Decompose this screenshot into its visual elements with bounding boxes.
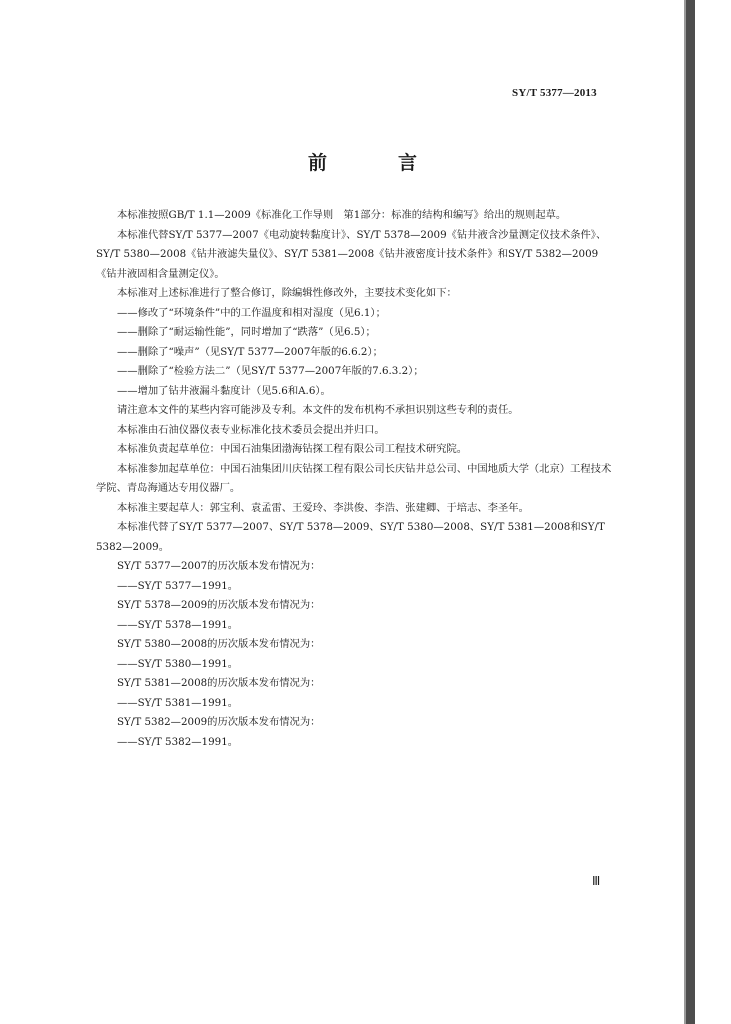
change-item: ——增加了钻井液漏斗黏度计（见5.6和A.6）。 bbox=[117, 384, 331, 397]
paragraph-drafting-rules: 本标准按照GB/T 1.1—2009《标准化工作导则 第1部分：标准的结构和编写》给出的规则起草。 bbox=[117, 209, 567, 221]
history-heading: SY/T 5377—2007的历次版本发布情况为： bbox=[117, 560, 321, 572]
paragraph-proposer: 本标准由石油仪器仪表专业标准化技术委员会提出并归口。 bbox=[117, 423, 385, 436]
standard-code: SY/T 5377—2013 bbox=[512, 87, 597, 99]
paragraph-participants: 本标准参加起草单位：中国石油集团川庆钻探工程有限公司长庆钻井总公司、中国地质大学（北京）工程技术学院、青岛海通达专用仪器厂。 bbox=[96, 462, 612, 494]
paragraph-superseded: 本标准代替了SY/T 5377—2007、SY/T 5378—2009、SY/T 5380—2008、SY/T 5381—2008和SY/T 5382—2009。 bbox=[96, 521, 605, 553]
change-item: ——删除了“噪声”（见SY/T 5377—2007年版的6.6.2）； bbox=[117, 345, 383, 358]
paragraph-patent-notice: 请注意本文件的某些内容可能涉及专利。本文件的发布机构不承担识别这些专利的责任。 bbox=[117, 404, 519, 416]
change-item: ——修改了“环境条件”中的工作温度和相对湿度（见6.1）； bbox=[117, 306, 386, 319]
page-title: 前 言 bbox=[307, 152, 443, 174]
history-item: ——SY/T 5381—1991。 bbox=[117, 696, 239, 709]
history-heading: SY/T 5381—2008的历次版本发布情况为： bbox=[117, 677, 321, 689]
history-item: ——SY/T 5377—1991。 bbox=[117, 579, 239, 592]
paragraph-lead-drafter: 本标准负责起草单位：中国石油集团渤海钻探工程有限公司工程技术研究院。 bbox=[117, 443, 468, 455]
history-heading: SY/T 5380—2008的历次版本发布情况为： bbox=[117, 638, 321, 650]
history-item: ——SY/T 5380—1991。 bbox=[117, 657, 239, 670]
page-number: Ⅲ bbox=[592, 874, 601, 888]
history-heading: SY/T 5378—2009的历次版本发布情况为： bbox=[117, 599, 321, 611]
paragraph-drafters: 本标准主要起草人：郭宝利、袁孟雷、王爱玲、李洪俊、李浩、张建卿、于培志、李圣年。 bbox=[117, 501, 529, 514]
history-heading: SY/T 5382—2009的历次版本发布情况为： bbox=[117, 716, 321, 728]
foreword-body bbox=[96, 206, 614, 752]
paragraph-revision-intro: 本标准对上述标准进行了整合修订，除编辑性修改外，主要技术变化如下： bbox=[117, 287, 457, 299]
history-item: ——SY/T 5378—1991。 bbox=[117, 618, 239, 631]
change-item: ——删除了“检验方法二”（见SY/T 5377—2007年版的7.6.3.2）； bbox=[117, 365, 424, 377]
paragraph-replaces: 本标准代替SY/T 5377—2007《电动旋转黏度计》、SY/T 5378—2009《钻井液含沙量测定仪技术条件》、SY/T 5380—2008《钻井液滤失量仪》、SY/T 5381—2008《钻井液密度计技术条件》和SY/T 5382—2009《钻井液固相含量测定仪》。 bbox=[96, 228, 607, 280]
history-item: ——SY/T 5382—1991。 bbox=[117, 735, 239, 748]
change-item: ——删除了“耐运输性能”，同时增加了“跌落”（见6.5）； bbox=[117, 326, 376, 338]
